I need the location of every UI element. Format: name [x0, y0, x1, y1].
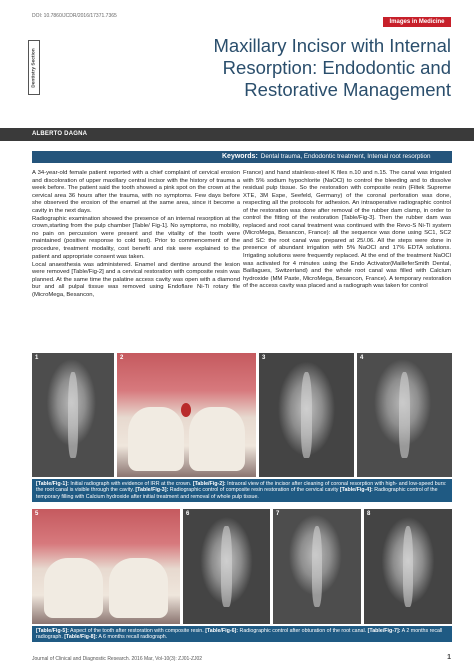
title-line-1: Maxillary Incisor with Internal [213, 35, 451, 56]
journal-footer: Journal of Clinical and Diagnostic Research. 2016 Mar, Vol-10(3): ZJ01-ZJ02 [32, 656, 203, 662]
radiograph-root-shape [403, 526, 414, 607]
radiograph-root-shape [301, 372, 312, 459]
paragraph: France) and hand stainless-steel K files n.10 and n.15. The canal was irrigated with 5% sodium hypochlorite (NaOCl) to control the bleeding and to dissolve residual pulp tissue. So the restoration with composite resin (Filtek Supreme XTE, 3M Espe, Seefeld, Germany) of the coronal perforation was done, respecting all the protocols for adhesion. An intraoperative radiographic control of the restoration was done after removal of the rubber dam clamp, in order to control the fitting of the restoration [Table/Fig-3]. Then the rubber dam was replaced and root canal treatment was continued with the Revo-S Ni-Ti system (MicroMega, Besancon, France): all the sequence was done using SC1, SC2 and SC: the root canal was prepared at 25/.06. All the steps were done in presence of abundant irrigation with 5% NaOCl and 17% EDTA solutions. Irrigating solutions were frequently replaced. At the end of the treatment NaOCl was activated for 4 minutes using the Endo Activator(MailleferSmith Dental, Baillagues, Switzerland) and the whole root canal was filled with Calcium hydroxide (MM Paste, MicroMega, Besancon, France). A temporary restoration of the access cavity was placed and a radiograph was taken for control [243, 170, 451, 290]
caption-text: Radiographic control of the temporary filling with Calcium hydroxide after initial treatment and removal of whole pulp tissue. [36, 487, 438, 500]
keywords-label: Keywords: [222, 153, 258, 160]
figure-number: 5 [35, 511, 39, 517]
page-number: 1 [447, 654, 451, 661]
caption-tag: [Table/Fig-3]: [135, 487, 169, 493]
radiograph-root-shape [221, 526, 231, 607]
figure-number: 3 [262, 355, 266, 361]
article-title [111, 35, 451, 101]
paragraph: A 34-year-old female patient reported with a chief complaint of cervical erosion and discoloration of upper maxillary central incisor with the history of trauma a week before. The patient said the tooth showed a pink spot on the crown at the cervical area 36 hours after the trauma, with no symptoms. Few days before she observed the erosion of the enamel at the same area, since it become a cavity in the next days. [32, 170, 240, 214]
caption-text: A 6 months recall radiograph. [97, 634, 168, 640]
author-name: ALBERTO DAGNA [32, 131, 88, 137]
body-left-column [32, 170, 240, 300]
caption-tag: [Table/Fig-4]: [339, 487, 373, 493]
tooth-shape [128, 407, 184, 471]
figure-6-radiograph [183, 509, 270, 624]
figure-number: 7 [276, 511, 280, 517]
tooth-shape [189, 407, 245, 471]
caption-tag: [Table/Fig-1]: [36, 480, 69, 487]
caption-tag: [Table/Fig-5]: [36, 627, 69, 634]
tooth-shape [109, 558, 168, 618]
caption-text: Aspect of the tooth after restoration with composite resin. [68, 627, 206, 634]
side-section-tab [28, 40, 40, 95]
figure-3-radiograph [259, 353, 354, 477]
caption-text: Intraoral view of the incisor after cleaning of coronal resorption with high- and low-speed burs: the root canal is visible through the cavity. [36, 480, 447, 493]
caption-figures-5-8 [32, 626, 452, 642]
caption-text: Initial radiograph with evidence of IRR at the crown. [68, 480, 193, 487]
caption-tag: [Table/Fig-2]: [192, 480, 226, 487]
caption-figures-1-4 [32, 479, 452, 502]
side-section-label: Dentistry Section [31, 47, 37, 88]
caption-text: Radiographic control of composite resin restoration of the cervical cavity [168, 487, 340, 493]
title-line-3: Restorative Management [244, 79, 451, 100]
caption-tag: [Table/Fig-6]: [205, 627, 239, 634]
doi-text: DOI: 10.7860/JCDR/2016/17371.7365 [32, 13, 117, 19]
body-right-column [243, 170, 451, 291]
radiograph-root-shape [68, 372, 78, 459]
figure-8-radiograph [364, 509, 452, 624]
figure-number: 1 [35, 355, 39, 361]
figure-number: 8 [367, 511, 371, 517]
paragraph: Local anaesthesia was administered. Enamel and dentine around the lesion were removed [Table/Fig-2] and a cervical restoration with composite resin was planned. At the same time the palatine access cavity was open with a diamond bur and all pulpal tissue was removed using Endoflare Ni-Ti rotary file (MicroMega, Besancon, [32, 261, 240, 298]
figure-7-radiograph [273, 509, 361, 624]
keywords-band [32, 151, 452, 163]
figure-5-restoration-photo [32, 509, 180, 624]
keywords-text: Dental trauma, Endodontic treatment, Internal root resorption [260, 153, 431, 160]
caption-tag: [Table/Fig-8]: [64, 634, 98, 640]
title-line-2: Resorption: Endodontic and [222, 57, 451, 78]
figure-2-intraoral-photo [117, 353, 256, 477]
cavity-lesion [181, 403, 191, 417]
figure-number: 4 [360, 355, 364, 361]
caption-text: Radiographic control after obturation of the root canal. [238, 627, 368, 634]
paragraph: Radiographic examination showed the presence of an internal resorption at the crown,starting from the pulp chamber [Table/ Fig-1]. No symptoms, no mobility, no pain on percussion were present and the vitality of the tooth were maintained (positive response to cold test). Prior to commencement of the procedure, treatment modality, cost benefit and risk were explained to the patient and appropriate consent was taken. [32, 215, 240, 260]
caption-text: A 2 months recall radiograph. [36, 627, 443, 640]
figure-number: 2 [120, 355, 124, 361]
figure-4-radiograph [357, 353, 452, 477]
figure-1-radiograph [32, 353, 114, 477]
radiograph-root-shape [399, 372, 410, 459]
radiograph-root-shape [312, 526, 323, 607]
figure-number: 6 [186, 511, 190, 517]
caption-tag: [Table/Fig-7]: [367, 627, 401, 634]
section-badge: Images in Medicine [383, 17, 451, 27]
tooth-shape [44, 558, 103, 618]
